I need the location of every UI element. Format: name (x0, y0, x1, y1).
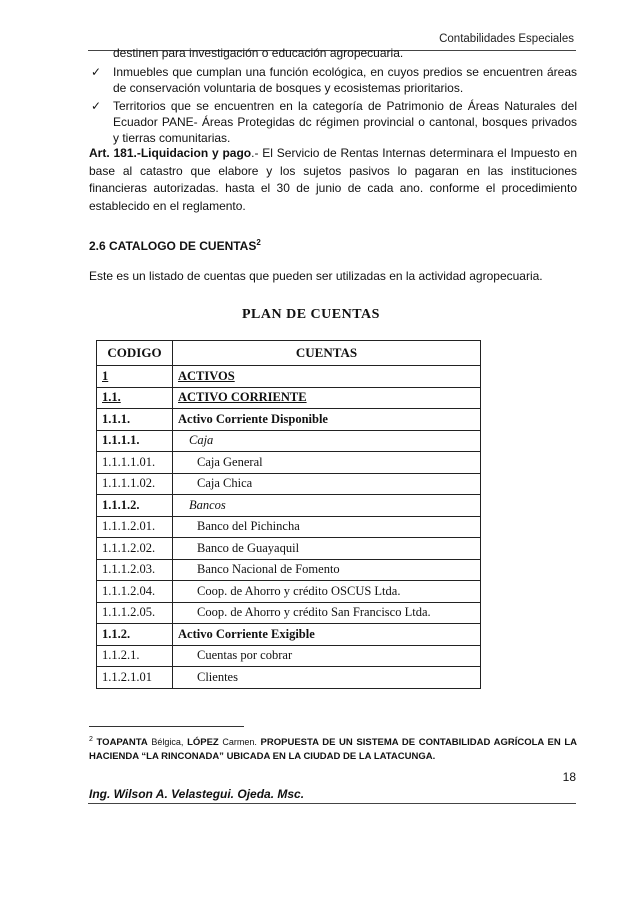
checkmark-icon: ✓ (91, 65, 102, 79)
section-title-text: 2.6 CATALOGO DE CUENTAS (89, 239, 257, 253)
table-header-row (97, 341, 481, 366)
footnote-author-given: Bélgica, (151, 737, 184, 748)
continuation-line: destinen para investigación o educación agropecuaria. (113, 46, 404, 60)
table-row (97, 667, 481, 689)
table-row (97, 602, 481, 624)
footnote-author-given: Carmen. (222, 737, 257, 748)
account-code: 1.1.1.2.02. (97, 538, 173, 560)
account-code: 1.1.1.1.02. (97, 473, 173, 495)
table-row (97, 645, 481, 667)
running-header: Contabilidades Especiales (439, 33, 574, 45)
account-name: Banco del Pichincha (173, 516, 481, 538)
section-heading (89, 238, 261, 253)
account-name: Bancos (173, 495, 481, 517)
account-code: 1.1.1.1.01. (97, 452, 173, 474)
account-code: 1.1.2.1.01 (97, 667, 173, 689)
bullet-item (91, 64, 577, 96)
account-name: ACTIVO CORRIENTE (173, 387, 481, 409)
account-name: Banco Nacional de Fomento (173, 559, 481, 581)
accounts-table-body (97, 366, 481, 689)
plan-title: PLAN DE CUENTAS (242, 307, 380, 322)
account-code: 1.1.1. (97, 409, 173, 431)
table-row (97, 538, 481, 560)
account-code: 1.1.1.2.03. (97, 559, 173, 581)
bullet-list (91, 64, 577, 148)
footnote-author: LÓPEZ (187, 737, 219, 749)
account-code: 1.1.2.1. (97, 645, 173, 667)
footnote-reference[interactable]: 2 (256, 238, 261, 247)
footnote (89, 733, 577, 764)
table-row (97, 516, 481, 538)
table-row (97, 387, 481, 409)
article-body: .- El Servicio de Rentas Internas determinara el Impuesto en base al catastro que elabore y los sujetos pasivos lo pagaran en las instituciones financieras autorizadas. hasta el 30 de junio de cada ano. conforme el procedimiento establecido en el reglamento. (89, 146, 577, 213)
table-row (97, 409, 481, 431)
account-code: 1.1.1.1. (97, 430, 173, 452)
code-column-header: CODIGO (97, 341, 173, 366)
account-name: Activo Corriente Disponible (173, 409, 481, 431)
account-name: Cuentas por cobrar (173, 645, 481, 667)
account-name: ACTIVOS (173, 366, 481, 388)
article-paragraph (89, 145, 577, 215)
footer-divider (88, 803, 576, 804)
bullet-text: Territorios que se encuentren en la categoría de Patrimonio de Áreas Naturales del Ecuador PANE- Áreas Protegidas dc régimen provincial o cantonal, bosques privados y tierras comunitarias. (113, 99, 577, 145)
footnote-number: 2 (89, 736, 93, 743)
table-row (97, 581, 481, 603)
table-row (97, 495, 481, 517)
footnote-title: PROPUESTA DE UN SISTEMA DE CONTABILIDAD AGRÍCOLA EN LA HACIENDA “LA RINCONADA” UBICADA EN LA CIUDAD DE LA LATACUNGA. (89, 737, 578, 763)
account-name: Caja Chica (173, 473, 481, 495)
account-name: Banco de Guayaquil (173, 538, 481, 560)
account-name: Coop. de Ahorro y crédito OSCUS Ltda. (173, 581, 481, 603)
account-name: Coop. de Ahorro y crédito San Francisco Ltda. (173, 602, 481, 624)
account-code: 1.1.1.2.01. (97, 516, 173, 538)
table-row (97, 624, 481, 646)
account-code: 1.1.1.2.04. (97, 581, 173, 603)
account-code: 1.1. (97, 387, 173, 409)
accounts-table (96, 340, 481, 689)
checkmark-icon: ✓ (91, 99, 102, 113)
footnote-divider (89, 726, 244, 727)
table-row (97, 559, 481, 581)
bullet-text: Inmuebles que cumplan una función ecológica, en cuyos predios se encuentren áreas de conservación voluntaria de bosques y ecosistemas prioritarios. (113, 65, 577, 95)
footnote-author: TOAPANTA (96, 737, 148, 749)
account-name: Activo Corriente Exigible (173, 624, 481, 646)
account-code: 1.1.1.2.05. (97, 602, 173, 624)
account-name: Caja (173, 430, 481, 452)
account-name: Clientes (173, 667, 481, 689)
account-code: 1.1.2. (97, 624, 173, 646)
accounts-column-header: CUENTAS (173, 341, 481, 366)
account-code: 1 (97, 366, 173, 388)
account-name: Caja General (173, 452, 481, 474)
footer-author: Ing. Wilson A. Velastegui. Ojeda. Msc. (89, 787, 305, 801)
table-row (97, 366, 481, 388)
table-row (97, 473, 481, 495)
article-heading: Art. 181.-Liquidacion y pago (89, 146, 252, 160)
table-row (97, 430, 481, 452)
page-number: 18 (562, 770, 576, 784)
intro-paragraph: Este es un listado de cuentas que pueden ser utilizadas en la actividad agropecuaria. (89, 269, 543, 283)
bullet-item (91, 98, 577, 146)
table-row (97, 452, 481, 474)
account-code: 1.1.1.2. (97, 495, 173, 517)
